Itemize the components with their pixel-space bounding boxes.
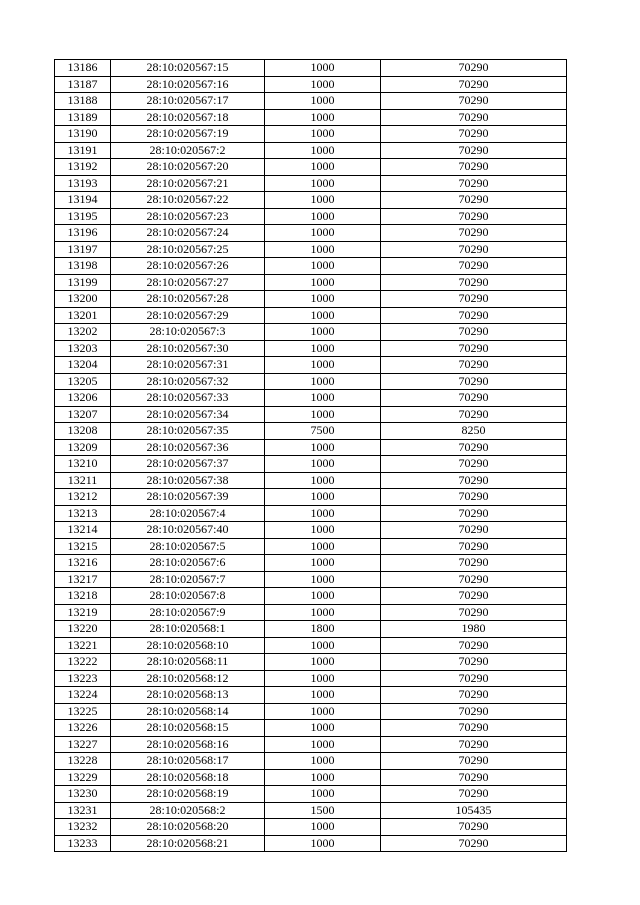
value-cell: 70290	[381, 769, 567, 786]
area-cell: 1000	[265, 703, 381, 720]
table-row	[55, 258, 567, 275]
area-cell: 1000	[265, 60, 381, 77]
area-cell: 1800	[265, 621, 381, 638]
cadastral-number-cell: 28:10:020568:16	[111, 736, 265, 753]
area-cell: 1000	[265, 241, 381, 258]
area-cell: 1000	[265, 786, 381, 803]
row-number-cell: 13223	[55, 670, 111, 687]
cadastral-number-cell: 28:10:020568:18	[111, 769, 265, 786]
row-number-cell: 13212	[55, 489, 111, 506]
cadastral-number-cell: 28:10:020567:2	[111, 142, 265, 159]
value-cell: 70290	[381, 373, 567, 390]
row-number-cell: 13205	[55, 373, 111, 390]
row-number-cell: 13220	[55, 621, 111, 638]
table-row	[55, 406, 567, 423]
value-cell: 70290	[381, 291, 567, 308]
value-cell: 70290	[381, 109, 567, 126]
cadastral-number-cell: 28:10:020568:21	[111, 835, 265, 852]
records-table-body	[55, 60, 567, 852]
value-cell: 70290	[381, 225, 567, 242]
value-cell: 70290	[381, 241, 567, 258]
area-cell: 1000	[265, 406, 381, 423]
cadastral-number-cell: 28:10:020567:31	[111, 357, 265, 374]
cadastral-number-cell: 28:10:020567:7	[111, 571, 265, 588]
value-cell: 70290	[381, 703, 567, 720]
table-row	[55, 489, 567, 506]
row-number-cell: 13228	[55, 753, 111, 770]
row-number-cell: 13188	[55, 93, 111, 110]
table-row	[55, 60, 567, 77]
value-cell: 70290	[381, 324, 567, 341]
row-number-cell: 13216	[55, 555, 111, 572]
row-number-cell: 13224	[55, 687, 111, 704]
value-cell: 70290	[381, 538, 567, 555]
row-number-cell: 13194	[55, 192, 111, 209]
value-cell: 1980	[381, 621, 567, 638]
value-cell: 70290	[381, 654, 567, 671]
row-number-cell: 13202	[55, 324, 111, 341]
value-cell: 70290	[381, 489, 567, 506]
row-number-cell: 13221	[55, 637, 111, 654]
value-cell: 70290	[381, 357, 567, 374]
row-number-cell: 13199	[55, 274, 111, 291]
area-cell: 1000	[265, 208, 381, 225]
row-number-cell: 13193	[55, 175, 111, 192]
table-row	[55, 621, 567, 638]
area-cell: 1000	[265, 175, 381, 192]
cadastral-number-cell: 28:10:020567:39	[111, 489, 265, 506]
area-cell: 1000	[265, 439, 381, 456]
area-cell: 1000	[265, 76, 381, 93]
value-cell: 70290	[381, 159, 567, 176]
area-cell: 1000	[265, 720, 381, 737]
table-row	[55, 324, 567, 341]
area-cell: 1000	[265, 472, 381, 489]
value-cell: 105435	[381, 802, 567, 819]
table-row	[55, 159, 567, 176]
table-row	[55, 637, 567, 654]
cadastral-number-cell: 28:10:020568:15	[111, 720, 265, 737]
row-number-cell: 13230	[55, 786, 111, 803]
area-cell: 1000	[265, 588, 381, 605]
value-cell: 70290	[381, 406, 567, 423]
table-row	[55, 819, 567, 836]
row-number-cell: 13186	[55, 60, 111, 77]
table-row	[55, 769, 567, 786]
table-row	[55, 736, 567, 753]
table-row	[55, 472, 567, 489]
row-number-cell: 13192	[55, 159, 111, 176]
row-number-cell: 13225	[55, 703, 111, 720]
value-cell: 70290	[381, 76, 567, 93]
area-cell: 1000	[265, 142, 381, 159]
row-number-cell: 13190	[55, 126, 111, 143]
row-number-cell: 13197	[55, 241, 111, 258]
cadastral-number-cell: 28:10:020568:19	[111, 786, 265, 803]
table-row	[55, 654, 567, 671]
area-cell: 1000	[265, 225, 381, 242]
value-cell: 70290	[381, 439, 567, 456]
row-number-cell: 13229	[55, 769, 111, 786]
row-number-cell: 13204	[55, 357, 111, 374]
cadastral-number-cell: 28:10:020567:15	[111, 60, 265, 77]
value-cell: 8250	[381, 423, 567, 440]
cadastral-number-cell: 28:10:020567:30	[111, 340, 265, 357]
cadastral-number-cell: 28:10:020567:38	[111, 472, 265, 489]
row-number-cell: 13215	[55, 538, 111, 555]
cadastral-number-cell: 28:10:020567:24	[111, 225, 265, 242]
row-number-cell: 13191	[55, 142, 111, 159]
cadastral-number-cell: 28:10:020568:12	[111, 670, 265, 687]
value-cell: 70290	[381, 835, 567, 852]
cadastral-number-cell: 28:10:020568:14	[111, 703, 265, 720]
row-number-cell: 13209	[55, 439, 111, 456]
row-number-cell: 13196	[55, 225, 111, 242]
table-row	[55, 802, 567, 819]
table-row	[55, 274, 567, 291]
cadastral-number-cell: 28:10:020567:20	[111, 159, 265, 176]
row-number-cell: 13203	[55, 340, 111, 357]
value-cell: 70290	[381, 60, 567, 77]
table-row	[55, 522, 567, 539]
cadastral-number-cell: 28:10:020567:21	[111, 175, 265, 192]
table-row	[55, 538, 567, 555]
area-cell: 1000	[265, 126, 381, 143]
area-cell: 1000	[265, 307, 381, 324]
table-row	[55, 720, 567, 737]
table-row	[55, 175, 567, 192]
row-number-cell: 13218	[55, 588, 111, 605]
area-cell: 1000	[265, 291, 381, 308]
cadastral-number-cell: 28:10:020567:29	[111, 307, 265, 324]
cadastral-number-cell: 28:10:020568:11	[111, 654, 265, 671]
value-cell: 70290	[381, 142, 567, 159]
value-cell: 70290	[381, 753, 567, 770]
value-cell: 70290	[381, 505, 567, 522]
value-cell: 70290	[381, 126, 567, 143]
cadastral-number-cell: 28:10:020567:8	[111, 588, 265, 605]
table-row	[55, 505, 567, 522]
table-row	[55, 126, 567, 143]
area-cell: 1000	[265, 637, 381, 654]
area-cell: 1000	[265, 753, 381, 770]
cadastral-number-cell: 28:10:020567:4	[111, 505, 265, 522]
row-number-cell: 13226	[55, 720, 111, 737]
table-row	[55, 109, 567, 126]
table-row	[55, 555, 567, 572]
table-row	[55, 192, 567, 209]
cadastral-number-cell: 28:10:020567:23	[111, 208, 265, 225]
area-cell: 1000	[265, 538, 381, 555]
table-row	[55, 588, 567, 605]
row-number-cell: 13214	[55, 522, 111, 539]
area-cell: 1000	[265, 390, 381, 407]
value-cell: 70290	[381, 637, 567, 654]
cadastral-number-cell: 28:10:020567:27	[111, 274, 265, 291]
row-number-cell: 13233	[55, 835, 111, 852]
value-cell: 70290	[381, 340, 567, 357]
value-cell: 70290	[381, 786, 567, 803]
table-row	[55, 835, 567, 852]
cadastral-number-cell: 28:10:020568:20	[111, 819, 265, 836]
area-cell: 1000	[265, 555, 381, 572]
area-cell: 1000	[265, 373, 381, 390]
table-row	[55, 93, 567, 110]
table-row	[55, 439, 567, 456]
area-cell: 1000	[265, 736, 381, 753]
cadastral-number-cell: 28:10:020567:34	[111, 406, 265, 423]
table-row	[55, 571, 567, 588]
value-cell: 70290	[381, 472, 567, 489]
area-cell: 1000	[265, 93, 381, 110]
cadastral-number-cell: 28:10:020568:17	[111, 753, 265, 770]
cadastral-number-cell: 28:10:020567:17	[111, 93, 265, 110]
cadastral-number-cell: 28:10:020567:19	[111, 126, 265, 143]
value-cell: 70290	[381, 555, 567, 572]
table-row	[55, 456, 567, 473]
value-cell: 70290	[381, 604, 567, 621]
value-cell: 70290	[381, 208, 567, 225]
area-cell: 1000	[265, 274, 381, 291]
table-row	[55, 225, 567, 242]
cadastral-number-cell: 28:10:020567:36	[111, 439, 265, 456]
area-cell: 1500	[265, 802, 381, 819]
cadastral-number-cell: 28:10:020567:6	[111, 555, 265, 572]
table-row	[55, 76, 567, 93]
cadastral-number-cell: 28:10:020567:26	[111, 258, 265, 275]
cadastral-number-cell: 28:10:020567:28	[111, 291, 265, 308]
row-number-cell: 13222	[55, 654, 111, 671]
cadastral-number-cell: 28:10:020567:18	[111, 109, 265, 126]
row-number-cell: 13187	[55, 76, 111, 93]
value-cell: 70290	[381, 687, 567, 704]
cadastral-number-cell: 28:10:020567:33	[111, 390, 265, 407]
row-number-cell: 13189	[55, 109, 111, 126]
value-cell: 70290	[381, 175, 567, 192]
table-row	[55, 291, 567, 308]
row-number-cell: 13227	[55, 736, 111, 753]
area-cell: 1000	[265, 819, 381, 836]
area-cell: 1000	[265, 769, 381, 786]
table-row	[55, 753, 567, 770]
area-cell: 1000	[265, 159, 381, 176]
value-cell: 70290	[381, 819, 567, 836]
area-cell: 1000	[265, 835, 381, 852]
area-cell: 1000	[265, 654, 381, 671]
row-number-cell: 13231	[55, 802, 111, 819]
table-row	[55, 340, 567, 357]
table-row	[55, 373, 567, 390]
cadastral-number-cell: 28:10:020567:16	[111, 76, 265, 93]
table-row	[55, 423, 567, 440]
row-number-cell: 13217	[55, 571, 111, 588]
value-cell: 70290	[381, 736, 567, 753]
value-cell: 70290	[381, 192, 567, 209]
row-number-cell: 13213	[55, 505, 111, 522]
area-cell: 1000	[265, 109, 381, 126]
value-cell: 70290	[381, 258, 567, 275]
cadastral-number-cell: 28:10:020568:10	[111, 637, 265, 654]
row-number-cell: 13200	[55, 291, 111, 308]
cadastral-number-cell: 28:10:020568:13	[111, 687, 265, 704]
table-row	[55, 142, 567, 159]
area-cell: 1000	[265, 489, 381, 506]
value-cell: 70290	[381, 274, 567, 291]
cadastral-number-cell: 28:10:020568:1	[111, 621, 265, 638]
value-cell: 70290	[381, 571, 567, 588]
value-cell: 70290	[381, 307, 567, 324]
cadastral-number-cell: 28:10:020567:9	[111, 604, 265, 621]
cadastral-number-cell: 28:10:020567:5	[111, 538, 265, 555]
value-cell: 70290	[381, 522, 567, 539]
cadastral-number-cell: 28:10:020567:40	[111, 522, 265, 539]
cadastral-number-cell: 28:10:020567:3	[111, 324, 265, 341]
area-cell: 1000	[265, 670, 381, 687]
table-row	[55, 604, 567, 621]
area-cell: 1000	[265, 340, 381, 357]
area-cell: 1000	[265, 522, 381, 539]
area-cell: 1000	[265, 258, 381, 275]
area-cell: 1000	[265, 687, 381, 704]
table-row	[55, 208, 567, 225]
area-cell: 1000	[265, 505, 381, 522]
value-cell: 70290	[381, 390, 567, 407]
area-cell: 7500	[265, 423, 381, 440]
table-row	[55, 390, 567, 407]
area-cell: 1000	[265, 324, 381, 341]
area-cell: 1000	[265, 571, 381, 588]
table-row	[55, 241, 567, 258]
row-number-cell: 13198	[55, 258, 111, 275]
row-number-cell: 13206	[55, 390, 111, 407]
cadastral-number-cell: 28:10:020567:32	[111, 373, 265, 390]
table-row	[55, 703, 567, 720]
cadastral-number-cell: 28:10:020567:37	[111, 456, 265, 473]
cadastral-number-cell: 28:10:020567:25	[111, 241, 265, 258]
cadastral-number-cell: 28:10:020567:35	[111, 423, 265, 440]
table-row	[55, 357, 567, 374]
table-row	[55, 687, 567, 704]
row-number-cell: 13232	[55, 819, 111, 836]
value-cell: 70290	[381, 670, 567, 687]
row-number-cell: 13201	[55, 307, 111, 324]
table-row	[55, 786, 567, 803]
row-number-cell: 13219	[55, 604, 111, 621]
row-number-cell: 13211	[55, 472, 111, 489]
area-cell: 1000	[265, 604, 381, 621]
row-number-cell: 13210	[55, 456, 111, 473]
table-row	[55, 670, 567, 687]
value-cell: 70290	[381, 93, 567, 110]
value-cell: 70290	[381, 456, 567, 473]
row-number-cell: 13208	[55, 423, 111, 440]
row-number-cell: 13195	[55, 208, 111, 225]
cadastral-number-cell: 28:10:020567:22	[111, 192, 265, 209]
area-cell: 1000	[265, 456, 381, 473]
cadastral-number-cell: 28:10:020568:2	[111, 802, 265, 819]
value-cell: 70290	[381, 720, 567, 737]
records-table	[54, 59, 567, 852]
value-cell: 70290	[381, 588, 567, 605]
area-cell: 1000	[265, 357, 381, 374]
row-number-cell: 13207	[55, 406, 111, 423]
table-row	[55, 307, 567, 324]
area-cell: 1000	[265, 192, 381, 209]
